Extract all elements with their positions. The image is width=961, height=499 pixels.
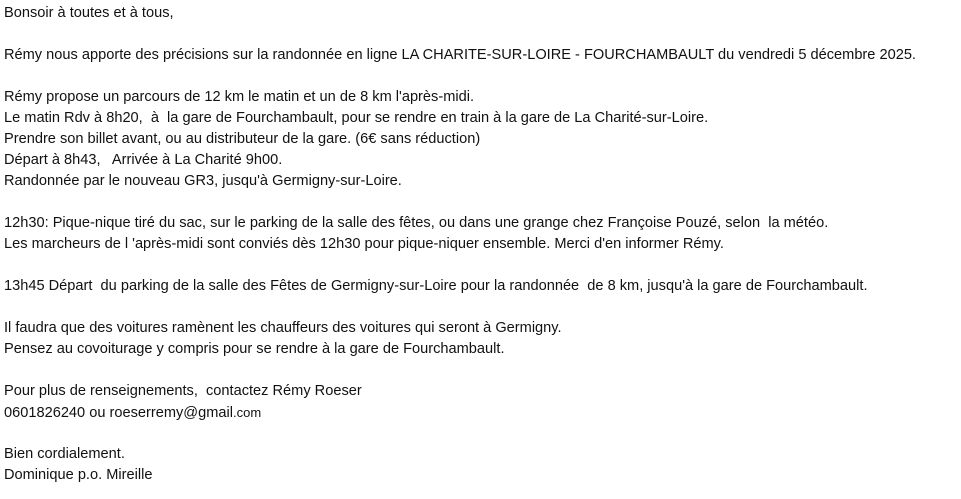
spacer	[4, 297, 954, 318]
spacer	[4, 66, 954, 87]
email-address-user[interactable]: roeserremy@gmail	[109, 405, 233, 421]
greeting: Bonsoir à toutes et à tous,	[4, 5, 174, 21]
email-body	[4, 3, 954, 486]
signature: Dominique p.o. Mireille	[4, 467, 153, 483]
lunch-line: Les marcheurs de l 'après-midi sont conviés dès 12h30 pour pique-niquer ensemble. Merci d'en informer Rémy.	[4, 236, 724, 252]
afternoon-line: 13h45 Départ du parking de la salle des Fêtes de Germigny-sur-Loire pour la randonnée de 8 km, jusqu'à la gare de Fourchambault.	[4, 278, 868, 294]
spacer	[4, 360, 954, 381]
cars-line: Pensez au covoiturage y compris pour se rendre à la gare de Fourchambault.	[4, 341, 505, 357]
closing: Bien cordialement.	[4, 446, 125, 462]
morning-line: Prendre son billet avant, ou au distributeur de la gare. (6€ sans réduction)	[4, 131, 481, 147]
spacer	[4, 192, 954, 213]
lunch-line: 12h30: Pique-nique tiré du sac, sur le parking de la salle des fêtes, ou dans une grange chez Françoise Pouzé, selon la météo.	[4, 215, 829, 231]
morning-line: Départ à 8h43, Arrivée à La Charité 9h00.	[4, 152, 283, 168]
morning-line: Rémy propose un parcours de 12 km le matin et un de 8 km l'après-midi.	[4, 89, 474, 105]
morning-line: Le matin Rdv à 8h20, à la gare de Fourchambault, pour se rendre en train à la gare de La Charité-sur-Loire.	[4, 110, 709, 126]
spacer	[4, 24, 954, 45]
email-address-tld[interactable]: .com	[233, 405, 262, 420]
spacer	[4, 255, 954, 276]
contact-details	[4, 402, 954, 423]
contact-separator: ou	[85, 405, 110, 421]
morning-line: Randonnée par le nouveau GR3, jusqu'à Germigny-sur-Loire.	[4, 173, 402, 189]
spacer	[4, 423, 954, 444]
cars-line: Il faudra que des voitures ramènent les chauffeurs des voitures qui seront à Germigny.	[4, 320, 562, 336]
intro-paragraph: Rémy nous apporte des précisions sur la randonnée en ligne LA CHARITE-SUR-LOIRE - FOURCHAMBAULT du vendredi 5 décembre 2025.	[4, 47, 916, 63]
contact-line: Pour plus de renseignements, contactez Rémy Roeser	[4, 383, 362, 399]
phone-number: 0601826240	[4, 405, 86, 421]
